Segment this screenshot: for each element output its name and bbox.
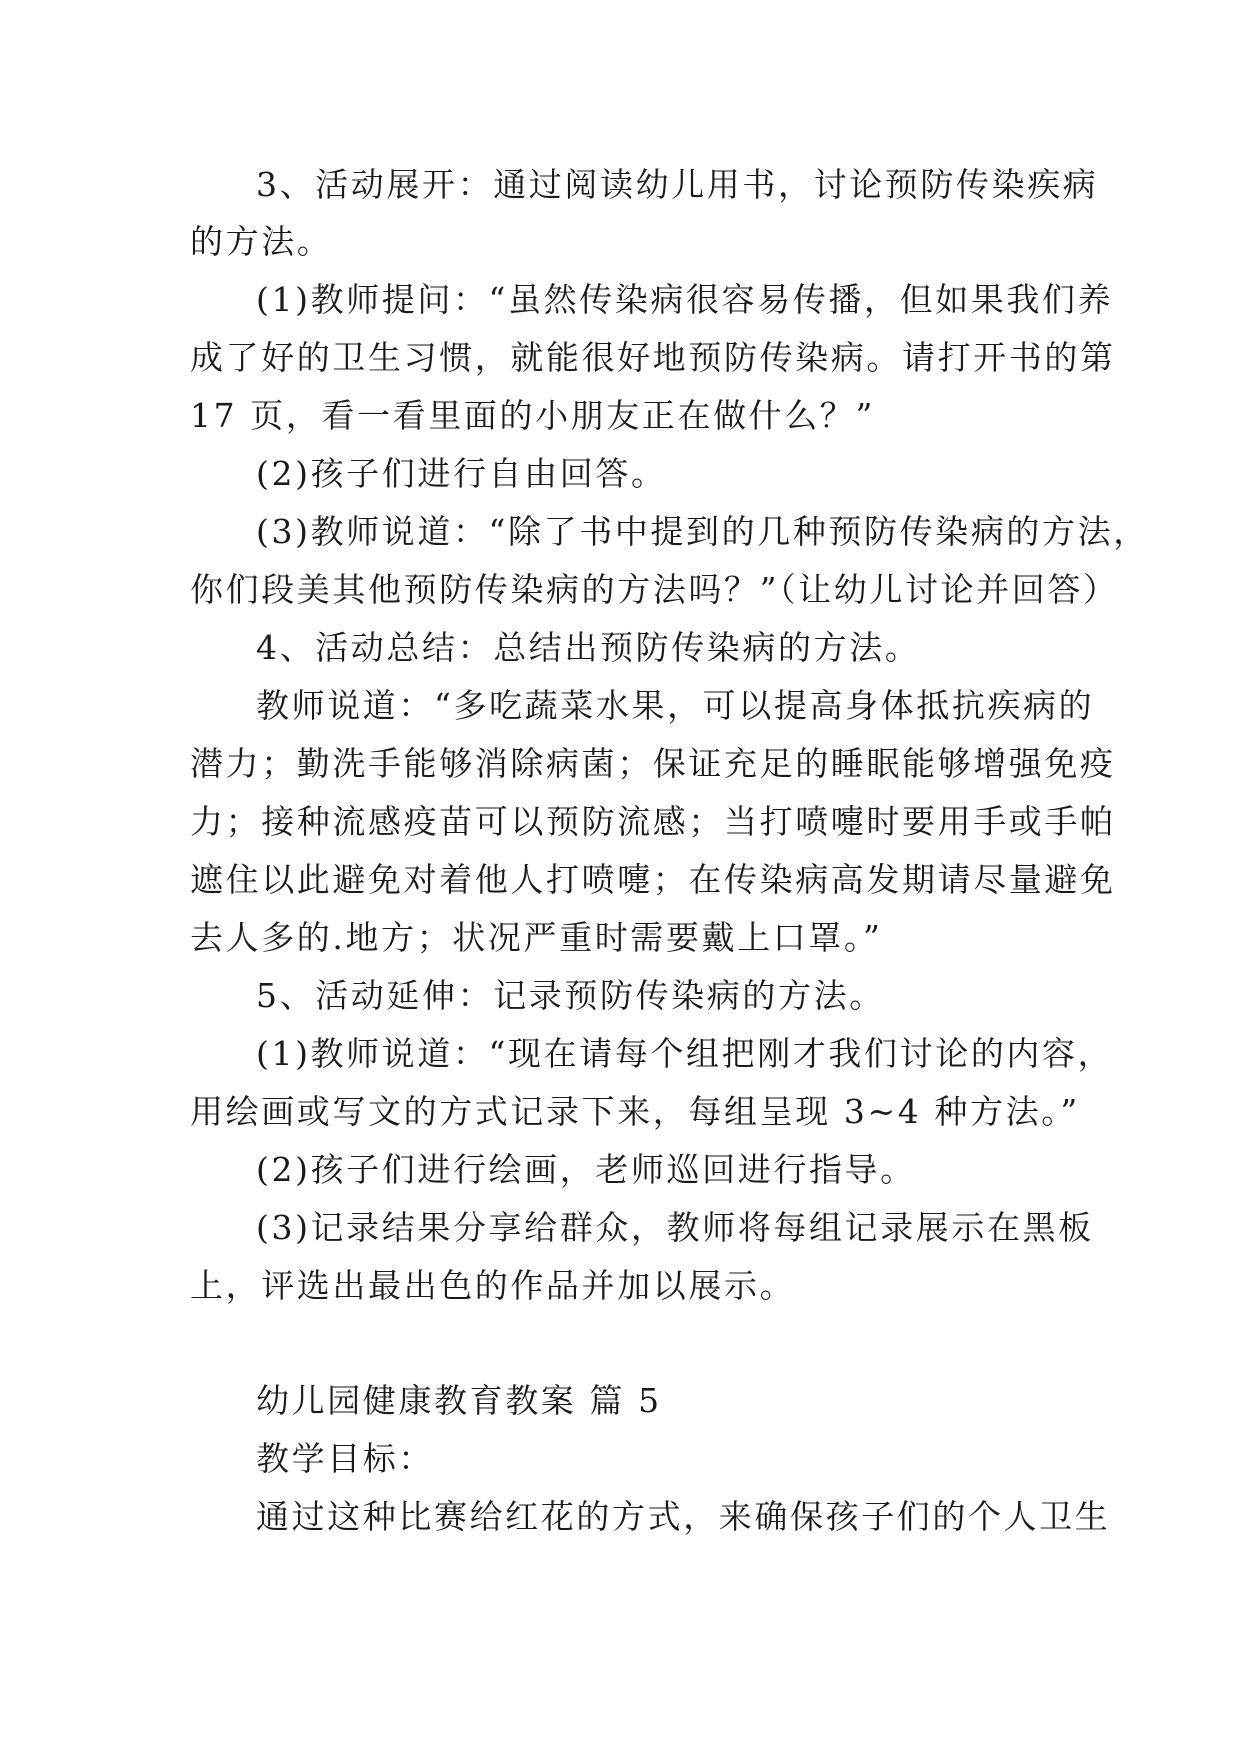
text-line: (1)教师提问：“虽然传染病很容易传播，但如果我们养 <box>256 280 1114 319</box>
text-line: 5、活动延伸：记录预防传染病的方法。 <box>256 976 885 1015</box>
text-line: 用绘画或写文的方式记录下来，每组呈现 3~4 种方法。” <box>190 1092 1080 1131</box>
text-line: 的方法。 <box>190 222 333 261</box>
text-line: 17 页，看一看里面的小朋友正在做什么？” <box>190 396 875 435</box>
text-line: (3)教师说道：“除了书中提到的几种预防传染病的方法， <box>256 512 1149 551</box>
text-line: 力；接种流感疫苗可以预防流感；当打喷嚏时要用手或手帕 <box>190 802 1116 841</box>
text-line: 教师说道：“多吃蔬菜水果，可以提高身体抵抗疾病的 <box>256 686 1095 725</box>
text-line: 你们段美其他预防传染病的方法吗？”（让幼儿讨论并回答） <box>190 570 1119 609</box>
text-line: 潜力；勤洗手能够消除病菌；保证充足的睡眠能够增强免疫 <box>190 744 1116 783</box>
text-line: 通过这种比赛给红花的方式，来确保孩子们的个人卫生 <box>256 1497 1111 1536</box>
text-line: 去人多的.地方；状况严重时需要戴上口罩。” <box>190 918 883 957</box>
text-line: 4、活动总结：总结出预防传染病的方法。 <box>256 628 921 667</box>
text-line: 遮住以此避免对着他人打喷嚏；在传染病高发期请尽量避免 <box>190 860 1116 899</box>
text-line: 3、活动展开：通过阅读幼儿用书，讨论预防传染疾病 <box>256 165 1099 204</box>
text-line: (1)教师说道：“现在请每个组把刚才我们讨论的内容， <box>256 1034 1114 1073</box>
text-line: 教学目标： <box>256 1439 434 1478</box>
text-line: (2)孩子们进行绘画，老师巡回进行指导。 <box>256 1150 916 1189</box>
text-line: 上，评选出最出色的作品并加以展示。 <box>190 1266 796 1305</box>
text-line: (3)记录结果分享给群众，教师将每组记录展示在黑板 <box>256 1208 1094 1247</box>
text-line: (2)孩子们进行自由回答。 <box>256 454 667 493</box>
text-line: 成了好的卫生习惯，就能很好地预防传染病。请打开书的第 <box>190 338 1116 377</box>
section-heading: 幼儿园健康教育教案 篇 5 <box>256 1381 662 1420</box>
